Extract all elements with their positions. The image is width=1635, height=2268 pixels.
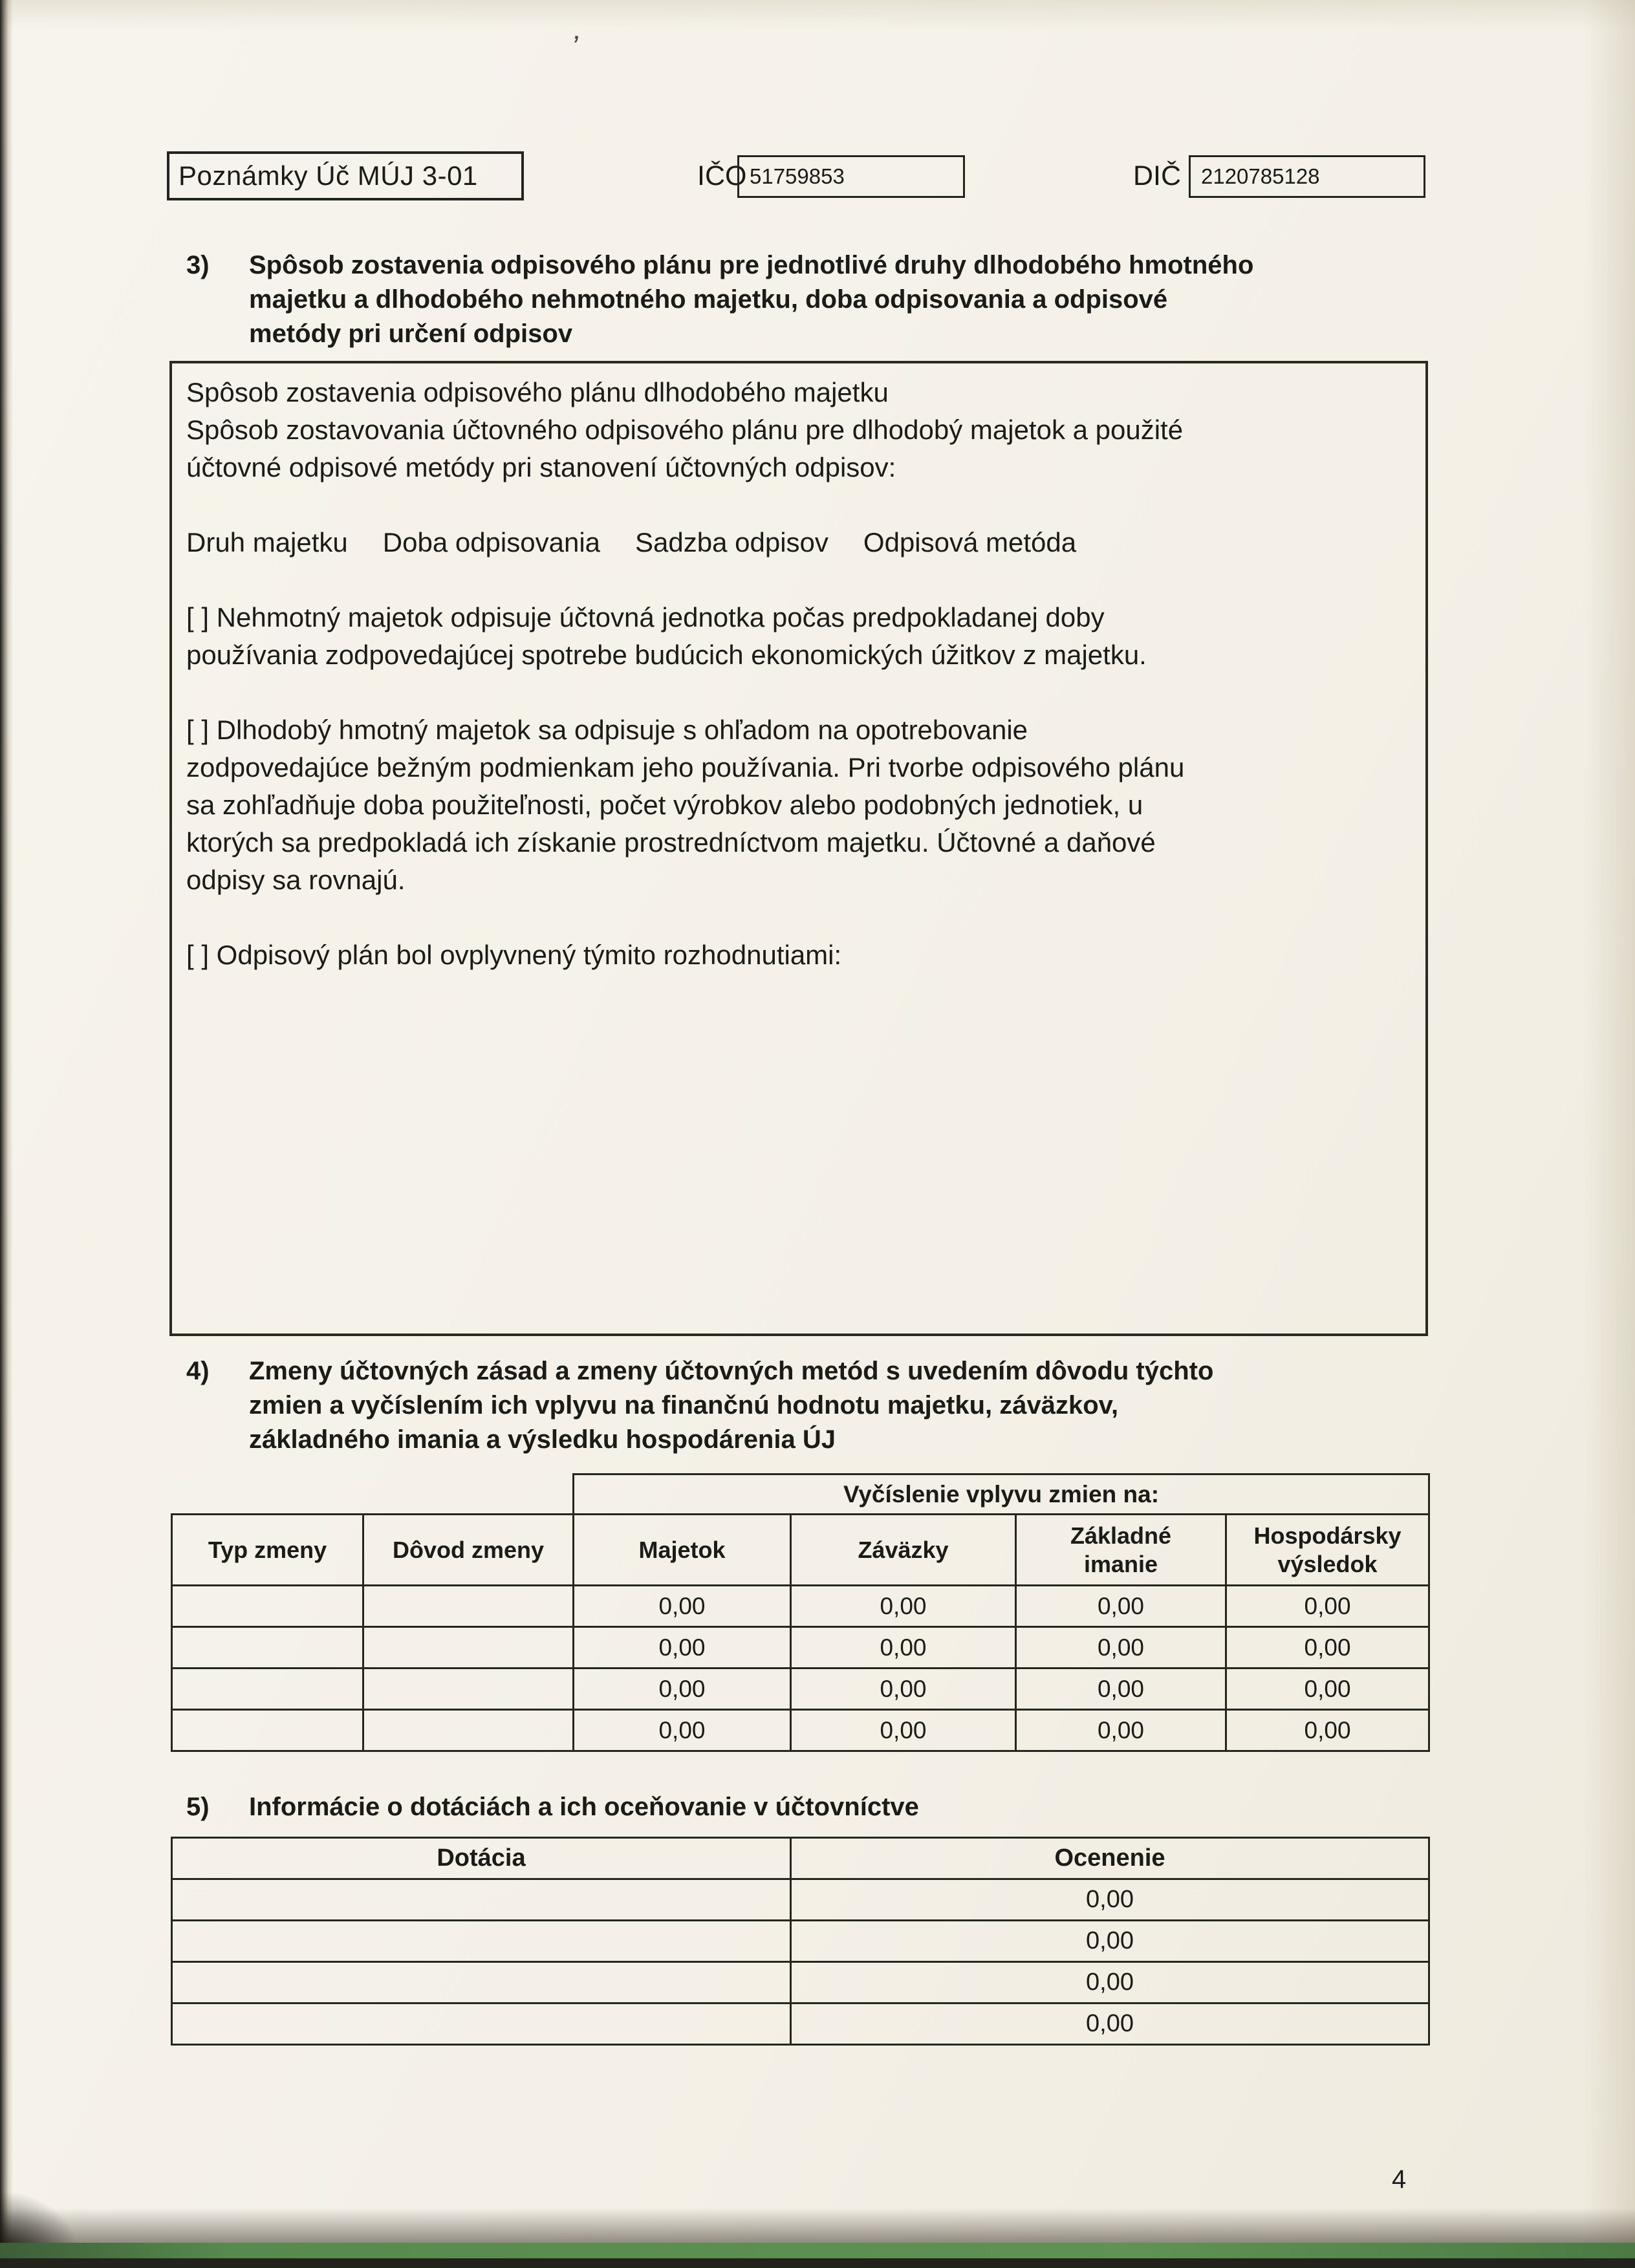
section5-number: 5) xyxy=(186,1793,210,1821)
dic-value-box xyxy=(1189,155,1425,198)
col-hospodarsky-vysledok: Hospodársky výsledok xyxy=(1226,1515,1429,1586)
box-intro-line: Spôsob zostavovania účtovného odpisového plánu pre dlhodobý majetok a použité xyxy=(186,415,1184,445)
section4-heading xyxy=(186,1354,1213,1457)
table-row xyxy=(172,1669,1429,1710)
col-majetok: Majetok xyxy=(574,1515,791,1586)
table-row xyxy=(172,1921,1429,1962)
col-dotacia: Dotácia xyxy=(172,1838,791,1879)
cell-majetok: 0,00 xyxy=(574,1710,791,1751)
table-row xyxy=(172,1627,1429,1669)
heading-line: Spôsob zostavenia odpisového plánu pre jednotlivé druhy dlhodobého hmotného xyxy=(249,251,1254,279)
cell-dotacia xyxy=(172,1962,791,2003)
cell-dovod-zmeny xyxy=(363,1586,574,1627)
scan-edge-bottom xyxy=(0,2258,1635,2268)
column-label-odpisova-metoda: Odpisová metóda xyxy=(863,527,1077,557)
paragraph-line: ktorých sa predpokladá ich získanie prostredníctvom majetku. Účtovné a daňové xyxy=(186,827,1156,858)
cell-ocenenie: 0,00 xyxy=(791,2003,1429,2045)
cell-ocenenie: 0,00 xyxy=(791,1962,1429,2003)
dic-label: DIČ xyxy=(1133,160,1182,191)
scan-shadow-bottom xyxy=(0,2208,1635,2244)
cell-dovod-zmeny xyxy=(363,1710,574,1751)
paragraph-line: [ ] Nehmotný majetok odpisuje účtovná jednotka počas predpokladanej doby xyxy=(186,602,1105,632)
cell-dotacia xyxy=(172,1879,791,1921)
paragraph-line: sa zohľadňuje doba použiteľnosti, počet výrobkov alebo podobných jednotiek, u xyxy=(186,790,1143,820)
grants-table xyxy=(171,1837,1430,2046)
table-row xyxy=(172,1710,1429,1751)
scanner-bed-green-strip xyxy=(0,2243,1635,2258)
section3-heading-text xyxy=(249,248,1253,351)
span-header: Vyčíslenie vplyvu zmien na: xyxy=(574,1474,1429,1515)
table-row xyxy=(172,1962,1429,2003)
checkbox-paragraph-decisions: [ ] Odpisový plán bol ovplyvnený týmito rozhodnutiami: xyxy=(186,940,842,970)
column-label-druh-majetku: Druh majetku xyxy=(186,527,348,557)
cell-typ-zmeny xyxy=(172,1669,363,1710)
scan-edge-left xyxy=(0,0,13,2268)
col-typ-zmeny: Typ zmeny xyxy=(172,1515,363,1586)
cell-zavazky: 0,00 xyxy=(791,1669,1016,1710)
box-intro xyxy=(186,411,1411,486)
column-label-sadzba-odpisov: Sadzba odpisov xyxy=(635,527,828,557)
cell-zavazky: 0,00 xyxy=(791,1627,1016,1669)
accounting-changes-table xyxy=(171,1473,1430,1752)
heading-line: metódy pri určení odpisov xyxy=(249,319,573,348)
paragraph-line: [ ] Dlhodobý hmotný majetok sa odpisuje s ohľadom na opotrebovanie xyxy=(186,715,1028,745)
paragraph-line: zodpovedajúce bežným podmienkam jeho používania. Pri tvorbe odpisového plánu xyxy=(186,752,1185,783)
section4-number: 4) xyxy=(186,1357,210,1385)
cell-zavazky: 0,00 xyxy=(791,1710,1016,1751)
section4-heading-text xyxy=(249,1354,1213,1457)
cell-hospodarsky-vysledok: 0,00 xyxy=(1226,1627,1429,1669)
span-header-row xyxy=(172,1474,1429,1515)
section5-heading-text: Informácie o dotáciách a ich oceňovanie v účtovníctve xyxy=(249,1793,919,1821)
heading-line: majetku a dlhodobého nehmotného majetku, doba odpisovania a odpisové xyxy=(249,285,1168,314)
column-header-row xyxy=(172,1838,1429,1879)
form-title-box xyxy=(167,151,524,200)
table-row xyxy=(172,1586,1429,1627)
cell-zakladne-imanie: 0,00 xyxy=(1016,1669,1226,1710)
cell-dotacia xyxy=(172,2003,791,2045)
checkbox-paragraph-tangible xyxy=(186,711,1411,899)
heading-line: zmien a vyčíslením ich vplyvu na finančnú hodnotu majetku, záväzkov, xyxy=(249,1391,1119,1420)
cell-dotacia xyxy=(172,1921,791,1962)
cell-zakladne-imanie: 0,00 xyxy=(1016,1586,1226,1627)
checkbox-paragraph-intangible xyxy=(186,599,1411,674)
cell-dovod-zmeny xyxy=(363,1627,574,1669)
cell-majetok: 0,00 xyxy=(574,1627,791,1669)
column-header-row xyxy=(172,1515,1429,1586)
ico-label: IČO xyxy=(697,160,747,191)
col-zavazky: Záväzky xyxy=(791,1515,1016,1586)
cell-dovod-zmeny xyxy=(363,1669,574,1710)
paragraph-line: odpisy sa rovnajú. xyxy=(186,865,406,895)
section3-heading xyxy=(186,248,1253,351)
cell-typ-zmeny xyxy=(172,1710,363,1751)
col-dovod-zmeny: Dôvod zmeny xyxy=(363,1515,574,1586)
form-title: Poznámky Úč MÚJ 3-01 xyxy=(179,160,478,191)
ico-value-box xyxy=(737,155,965,198)
col-zakladne-imanie: Základné imanie xyxy=(1016,1515,1226,1586)
heading-line: základného imania a výsledku hospodárenia ÚJ xyxy=(249,1425,836,1454)
cell-ocenenie: 0,00 xyxy=(791,1921,1429,1962)
cell-zakladne-imanie: 0,00 xyxy=(1016,1710,1226,1751)
cell-majetok: 0,00 xyxy=(574,1586,791,1627)
asset-columns-line xyxy=(186,524,1411,561)
table-row xyxy=(172,1879,1429,1921)
page-number: 4 xyxy=(1392,2165,1407,2194)
cell-hospodarsky-vysledok: 0,00 xyxy=(1226,1710,1429,1751)
cell-typ-zmeny xyxy=(172,1586,363,1627)
paragraph-line: používania zodpovedajúcej spotrebe budúcich ekonomických úžitkov z majetku. xyxy=(186,640,1147,670)
column-label-doba-odpisovania: Doba odpisovania xyxy=(382,527,601,557)
box-intro-line: účtovné odpisové metódy pri stanovení účtovných odpisov: xyxy=(186,452,896,482)
dic-value: 2120785128 xyxy=(1201,164,1320,188)
cell-ocenenie: 0,00 xyxy=(791,1879,1429,1921)
cell-hospodarsky-vysledok: 0,00 xyxy=(1226,1586,1429,1627)
table-spacer xyxy=(172,1474,574,1515)
heading-line: Zmeny účtovných zásad a zmeny účtovných metód s uvedením dôvodu týchto xyxy=(249,1357,1214,1385)
cell-zakladne-imanie: 0,00 xyxy=(1016,1627,1226,1669)
cell-zavazky: 0,00 xyxy=(791,1586,1016,1627)
cell-typ-zmeny xyxy=(172,1627,363,1669)
col-ocenenie: Ocenenie xyxy=(791,1838,1429,1879)
cell-hospodarsky-vysledok: 0,00 xyxy=(1226,1669,1429,1710)
box-title: Spôsob zostavenia odpisového plánu dlhodobého majetku xyxy=(186,377,889,407)
cell-majetok: 0,00 xyxy=(574,1669,791,1710)
table-row xyxy=(172,2003,1429,2045)
section3-number: 3) xyxy=(186,251,210,279)
ico-value: 51759853 xyxy=(750,164,845,188)
section5-heading xyxy=(186,1790,919,1824)
stray-pen-mark: ’ xyxy=(568,28,581,63)
depreciation-plan-box xyxy=(169,361,1428,1336)
